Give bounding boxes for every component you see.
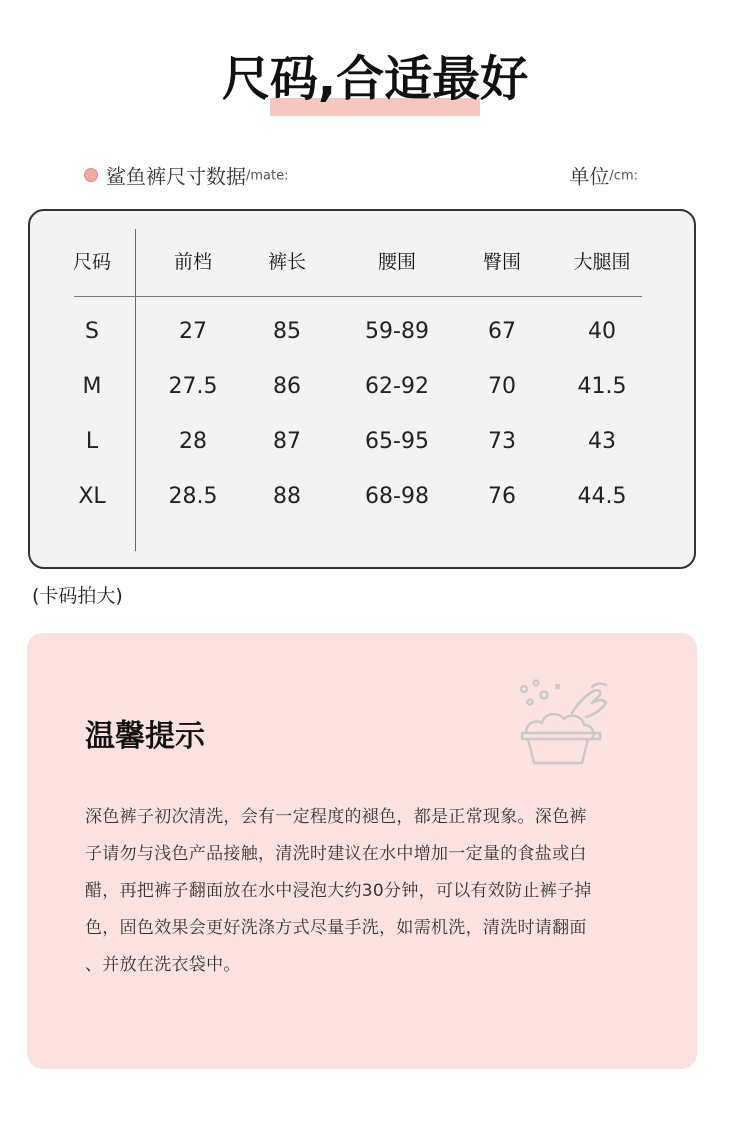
page-title: 尺码,合适最好	[221, 51, 529, 107]
table-header-cell: 裤长	[267, 251, 306, 273]
table-row-size-label: M	[82, 374, 102, 399]
table-cell: 68-98	[365, 484, 429, 509]
table-header-cell: 大腿围	[573, 251, 631, 273]
table-cell: 62-92	[365, 374, 429, 399]
size-note: (卡码拍大)	[32, 585, 123, 607]
table-header-cell: 尺码	[72, 251, 111, 273]
size-table	[28, 209, 696, 569]
table-cell: 73	[488, 429, 516, 454]
table-cell: 27	[179, 319, 207, 344]
table-cell: 41.5	[577, 374, 627, 399]
unit-value: /cm:	[609, 168, 638, 184]
table-caption-label: 鲨鱼裤尺寸数据	[106, 164, 246, 189]
table-row-size-label: XL	[78, 484, 106, 509]
table-cell: 85	[273, 319, 301, 344]
table-cell: 87	[273, 429, 301, 454]
table-cell: 88	[273, 484, 301, 509]
table-cell: 40	[588, 319, 616, 344]
bullet-dot-icon	[84, 168, 98, 182]
table-cell: 67	[488, 319, 516, 344]
table-divider-horizontal	[74, 296, 642, 297]
tips-line: 色，固色效果会更好洗涤方式尽量手洗，如需机洗，清洗时请翻面	[85, 918, 587, 938]
table-header-cell: 前档	[173, 251, 212, 273]
table-row-size-label: S	[85, 319, 99, 344]
table-cell: 28	[179, 429, 207, 454]
table-cell: 65-95	[365, 429, 429, 454]
table-cell: 44.5	[577, 484, 627, 509]
table-cell: 27.5	[168, 374, 218, 399]
unit-caption	[569, 160, 638, 192]
table-cell: 59-89	[365, 319, 429, 344]
unit-label: 单位	[569, 164, 610, 189]
table-caption-unit: /mate:	[246, 168, 289, 184]
tips-line: 子请勿与浅色产品接触，清洗时建议在水中增加一定量的食盐或白	[85, 844, 587, 864]
table-cell: 86	[273, 374, 301, 399]
hand-wash-icon	[514, 675, 614, 767]
table-cell: 76	[488, 484, 516, 509]
tips-title: 温馨提示	[85, 719, 205, 754]
tips-card	[27, 633, 697, 1069]
table-cell: 70	[488, 374, 516, 399]
tips-line: 深色裤子初次清洗，会有一定程度的褪色，都是正常现象。深色裤	[85, 807, 587, 827]
table-cell: 28.5	[168, 484, 218, 509]
table-row-size-label: L	[85, 429, 99, 454]
table-header-cell: 臀围	[482, 251, 521, 273]
table-cell: 43	[588, 429, 616, 454]
table-caption	[84, 160, 289, 192]
tips-line: 、并放在洗衣袋中。	[85, 955, 241, 975]
tips-line: 醋，再把裤子翻面放在水中浸泡大约30分钟，可以有效防止裤子掉	[85, 881, 592, 901]
page-header	[0, 44, 750, 124]
table-header-cell: 腰围	[377, 251, 416, 273]
tips-body	[85, 799, 645, 984]
